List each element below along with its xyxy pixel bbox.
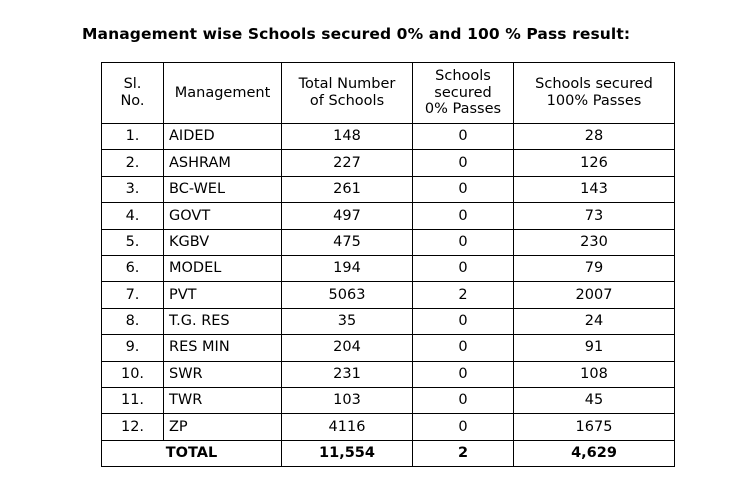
cell-hundred-pass: 143 — [514, 176, 675, 202]
results-table — [101, 62, 675, 467]
cell-hundred-pass: 24 — [514, 308, 675, 334]
cell-zero-pass: 0 — [413, 229, 514, 255]
cell-sl-no: 2. — [102, 150, 164, 176]
cell-management: ZP — [164, 414, 282, 440]
cell-hundred-pass: 91 — [514, 335, 675, 361]
cell-total-schools: 103 — [282, 387, 413, 413]
cell-zero-pass: 0 — [413, 414, 514, 440]
cell-sl-no: 3. — [102, 176, 164, 202]
cell-zero-pass: 0 — [413, 361, 514, 387]
cell-sl-no: 4. — [102, 203, 164, 229]
cell-management: MODEL — [164, 255, 282, 281]
cell-total-schools: 231 — [282, 361, 413, 387]
cell-management: SWR — [164, 361, 282, 387]
header-sl-line1: Sl. — [123, 76, 142, 93]
cell-sl-no: 8. — [102, 308, 164, 334]
cell-hundred-pass: 108 — [514, 361, 675, 387]
cell-hundred-pass: 45 — [514, 387, 675, 413]
cell-management: GOVT — [164, 203, 282, 229]
cell-total-schools: 5063 — [282, 282, 413, 308]
total-label: TOTAL — [102, 440, 282, 466]
cell-zero-pass: 0 — [413, 308, 514, 334]
cell-hundred-pass: 73 — [514, 203, 675, 229]
cell-total-schools: 194 — [282, 255, 413, 281]
header-hundred-line2: 100% Passes — [546, 93, 642, 109]
table-row — [102, 387, 675, 413]
header-zero-line2: secured — [434, 84, 492, 101]
header-sl-line2: No. — [120, 93, 145, 109]
cell-total-schools: 497 — [282, 203, 413, 229]
header-zero-line3: 0% Passes — [424, 101, 502, 118]
cell-sl-no: 9. — [102, 335, 164, 361]
header-total-line2: of Schools — [309, 93, 385, 109]
header-zero-pass — [413, 63, 514, 124]
cell-management: AIDED — [164, 124, 282, 150]
cell-hundred-pass: 79 — [514, 255, 675, 281]
cell-management: ASHRAM — [164, 150, 282, 176]
cell-total-schools: 261 — [282, 176, 413, 202]
header-total-schools — [282, 63, 413, 124]
table-row — [102, 124, 675, 150]
total-row — [102, 440, 675, 466]
table-row — [102, 255, 675, 281]
cell-zero-pass: 0 — [413, 255, 514, 281]
table-row — [102, 335, 675, 361]
cell-hundred-pass: 2007 — [514, 282, 675, 308]
cell-management: KGBV — [164, 229, 282, 255]
cell-zero-pass: 2 — [413, 282, 514, 308]
cell-management: T.G. RES — [164, 308, 282, 334]
table-row — [102, 176, 675, 202]
cell-sl-no: 5. — [102, 229, 164, 255]
cell-zero-pass: 0 — [413, 203, 514, 229]
total-schools-value: 11,554 — [282, 440, 413, 466]
cell-management: PVT — [164, 282, 282, 308]
cell-hundred-pass: 126 — [514, 150, 675, 176]
cell-zero-pass: 0 — [413, 387, 514, 413]
cell-sl-no: 6. — [102, 255, 164, 281]
cell-total-schools: 475 — [282, 229, 413, 255]
cell-hundred-pass: 28 — [514, 124, 675, 150]
cell-total-schools: 204 — [282, 335, 413, 361]
cell-total-schools: 148 — [282, 124, 413, 150]
table-header-row — [102, 63, 675, 124]
cell-total-schools: 4116 — [282, 414, 413, 440]
cell-hundred-pass: 1675 — [514, 414, 675, 440]
header-sl-no — [102, 63, 164, 124]
cell-sl-no: 7. — [102, 282, 164, 308]
table-row — [102, 308, 675, 334]
cell-management: BC-WEL — [164, 176, 282, 202]
cell-zero-pass: 0 — [413, 150, 514, 176]
cell-management: RES MIN — [164, 335, 282, 361]
header-hundred-line1: Schools secured — [535, 76, 653, 93]
cell-sl-no: 10. — [102, 361, 164, 387]
table-row — [102, 361, 675, 387]
header-hundred-pass — [514, 63, 675, 124]
cell-hundred-pass: 230 — [514, 229, 675, 255]
cell-total-schools: 227 — [282, 150, 413, 176]
table-row — [102, 203, 675, 229]
table-row — [102, 229, 675, 255]
cell-zero-pass: 0 — [413, 176, 514, 202]
cell-zero-pass: 0 — [413, 335, 514, 361]
total-zero-pass-value: 2 — [413, 440, 514, 466]
table-row — [102, 414, 675, 440]
cell-sl-no: 11. — [102, 387, 164, 413]
cell-total-schools: 35 — [282, 308, 413, 334]
cell-management: TWR — [164, 387, 282, 413]
cell-zero-pass: 0 — [413, 124, 514, 150]
page-title: Management wise Schools secured 0% and 100 % Pass result: — [82, 25, 631, 43]
table-row — [102, 150, 675, 176]
total-hundred-pass-value: 4,629 — [514, 440, 675, 466]
table-row — [102, 282, 675, 308]
header-zero-line1: Schools — [435, 67, 491, 84]
header-management: Management — [164, 63, 282, 124]
header-total-line1: Total Number — [298, 76, 396, 93]
cell-sl-no: 1. — [102, 124, 164, 150]
cell-sl-no: 12. — [102, 414, 164, 440]
